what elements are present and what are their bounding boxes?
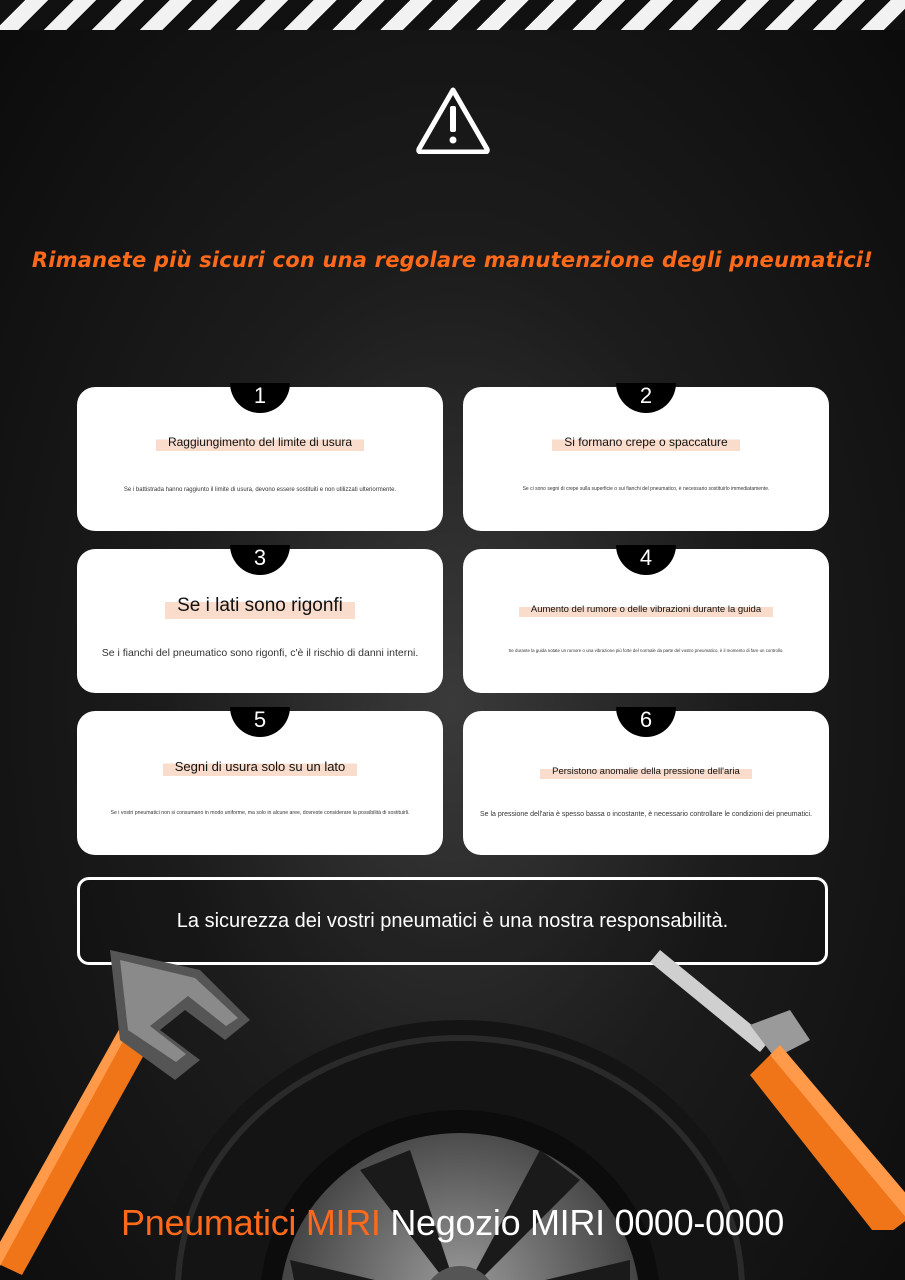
card-description: Se i battistrada hanno raggiunto il limite di usura, devono essere sostituiti e non utilizzati ulteriormente.: [123, 487, 397, 493]
card-number-badge: 3: [230, 545, 290, 575]
tip-card-2: [463, 383, 829, 531]
screwdriver-image: [640, 930, 905, 1230]
tip-card-1: [77, 383, 443, 531]
tip-card-5: [77, 707, 443, 855]
card-description: Se i vostri pneumatici non si consumano in modo uniforme, ma solo in alcune aree, dovreste considerare la possibilità di sostituirli.: [110, 810, 410, 816]
card-description: Se i fianchi del pneumatico sono rigonfi, c'è il rischio di danni interni.: [101, 647, 419, 659]
card-description: Se ci sono segni di crepe sulla superficie o sui fianchi del pneumatico, è necessario sostituirlo immediatamente.: [522, 486, 770, 492]
headline: Rimanete più sicuri con una regolare manutenzione degli pneumatici!: [31, 248, 874, 272]
warning-triangle-icon: [415, 86, 491, 154]
footer-contact: [0, 1202, 905, 1244]
tip-card-3: [77, 545, 443, 693]
card-title: Persistono anomalie della pressione dell'aria: [463, 761, 829, 779]
tip-card-6: [463, 707, 829, 855]
card-title: Se i lati sono rigonfi: [77, 593, 443, 619]
hazard-stripes: [0, 0, 905, 30]
brand-name: Pneumatici MIRI: [121, 1202, 381, 1243]
store-contact: Negozio MIRI 0000-0000: [390, 1202, 784, 1243]
card-title: Raggiungimento del limite di usura: [77, 433, 443, 451]
card-number-badge: 1: [230, 383, 290, 413]
tip-card-4: [463, 545, 829, 693]
safety-banner: La sicurezza dei vostri pneumatici è una nostra responsabilità.: [77, 877, 828, 965]
card-description: Se durante la guida notate un rumore o una vibrazione più forte del normale da parte del vostro pneumatico, è il momento di fare un controllo.: [508, 648, 784, 653]
card-title: Aumento del rumore o delle vibrazioni durante la guida: [463, 599, 829, 617]
card-number-badge: 6: [616, 707, 676, 737]
card-number-badge: 2: [616, 383, 676, 413]
card-title: Segni di usura solo su un lato: [77, 757, 443, 776]
card-number-badge: 5: [230, 707, 290, 737]
card-description: Se la pressione dell'aria è spesso bassa o incostante, è necessario controllare le condizioni dei pneumatici.: [479, 811, 813, 818]
card-title: Si formano crepe o spaccature: [463, 433, 829, 451]
card-number-badge: 4: [616, 545, 676, 575]
